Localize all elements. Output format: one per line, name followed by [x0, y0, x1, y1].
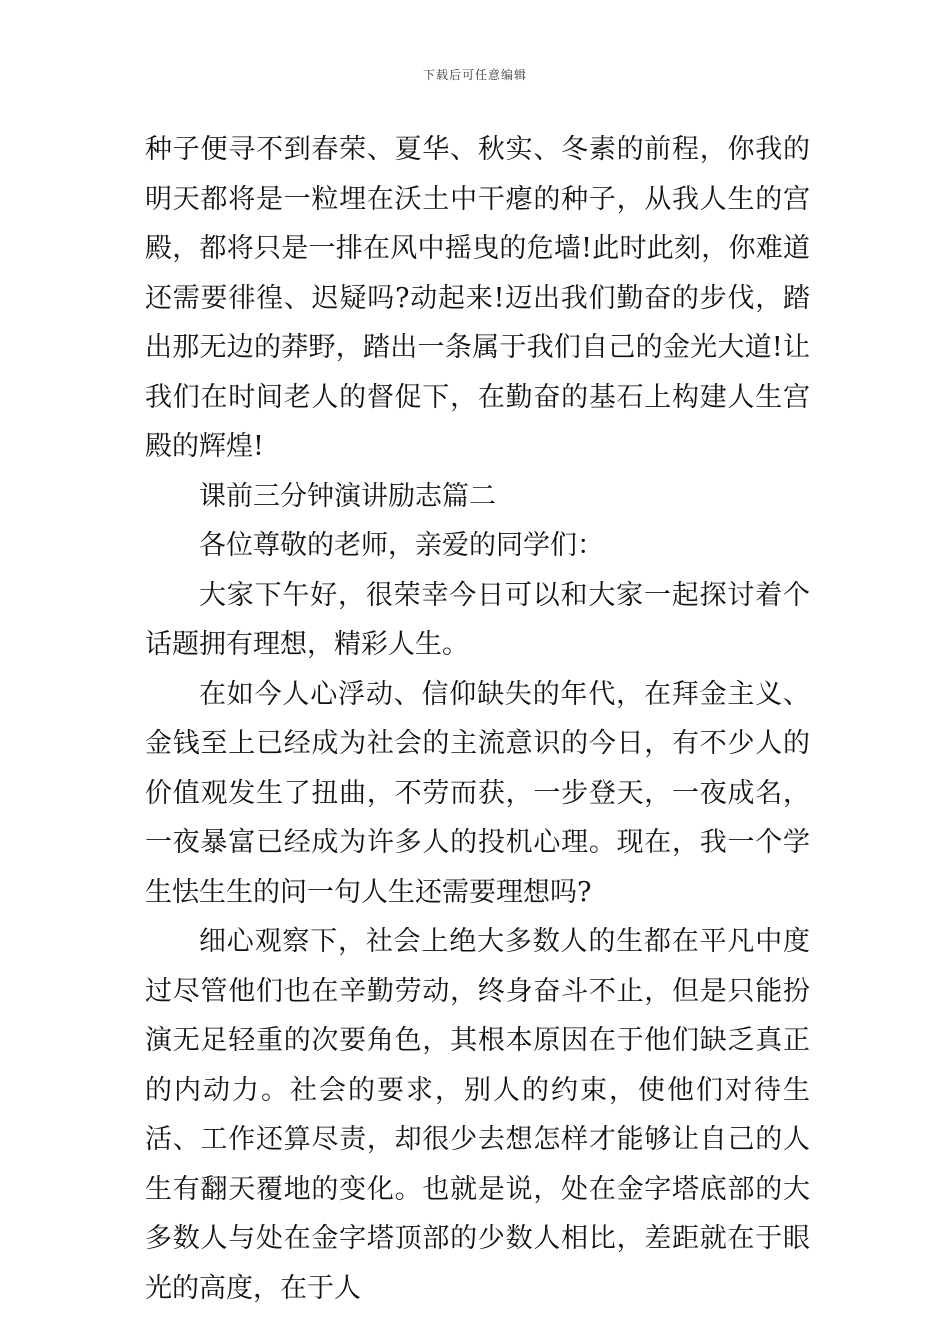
paragraph-values: 在如今人心浮动、信仰缺失的年代，在拜金主义、金钱至上已经成为社会的主流意识的今日，有不少人的价值观发生了扭曲，不劳而获，一步登天，一夜成名，一夜暴富已经成为许多人的投机心理。现在，我一个学生怯生生的问一句人生还需要理想吗?	[145, 678, 810, 908]
section-heading: 课前三分钟演讲励志篇二	[199, 480, 496, 512]
paragraph-greeting: 大家下午好，很荣幸今日可以和大家一起探讨着个话题拥有理想，精彩人生。	[145, 579, 810, 660]
paragraph-observation: 细心观察下，社会上绝大多数人的生都在平凡中度过尽管他们也在辛勤劳动，终身奋斗不止，但是只能扮演无足轻重的次要角色，其根本原因在于他们缺乏真正的内动力。社会的要求，别人的约束，使他们对待生活、工作还算尽责，却很少去想怎样才能够让自己的人生有翻天覆地的变化。也就是说，处在金字塔底部的大多数人与处在金字塔顶部的少数人相比，差距就在于眼光的高度，在于人	[145, 926, 810, 1304]
salutation: 各位尊敬的老师，亲爱的同学们：	[199, 530, 604, 561]
document-body	[145, 125, 810, 1313]
paragraph-1: 种子便寻不到春荣、夏华、秋实、冬素的前程，你我的明天都将是一粒埋在沃土中干瘪的种子，从我人生的宫殿，都将只是一排在风中摇曳的危墙!此时此刻，你难道还需要徘徨、迟疑吗?动起来!迈出我们勤奋的步伐，踏出那无边的莽野，踏出一条属于我们自己的金光大道!让我们在时间老人的督促下，在勤奋的基石上构建人生宫殿的辉煌!	[145, 134, 810, 462]
page-header-note: 下载后可任意编辑	[422, 68, 527, 82]
